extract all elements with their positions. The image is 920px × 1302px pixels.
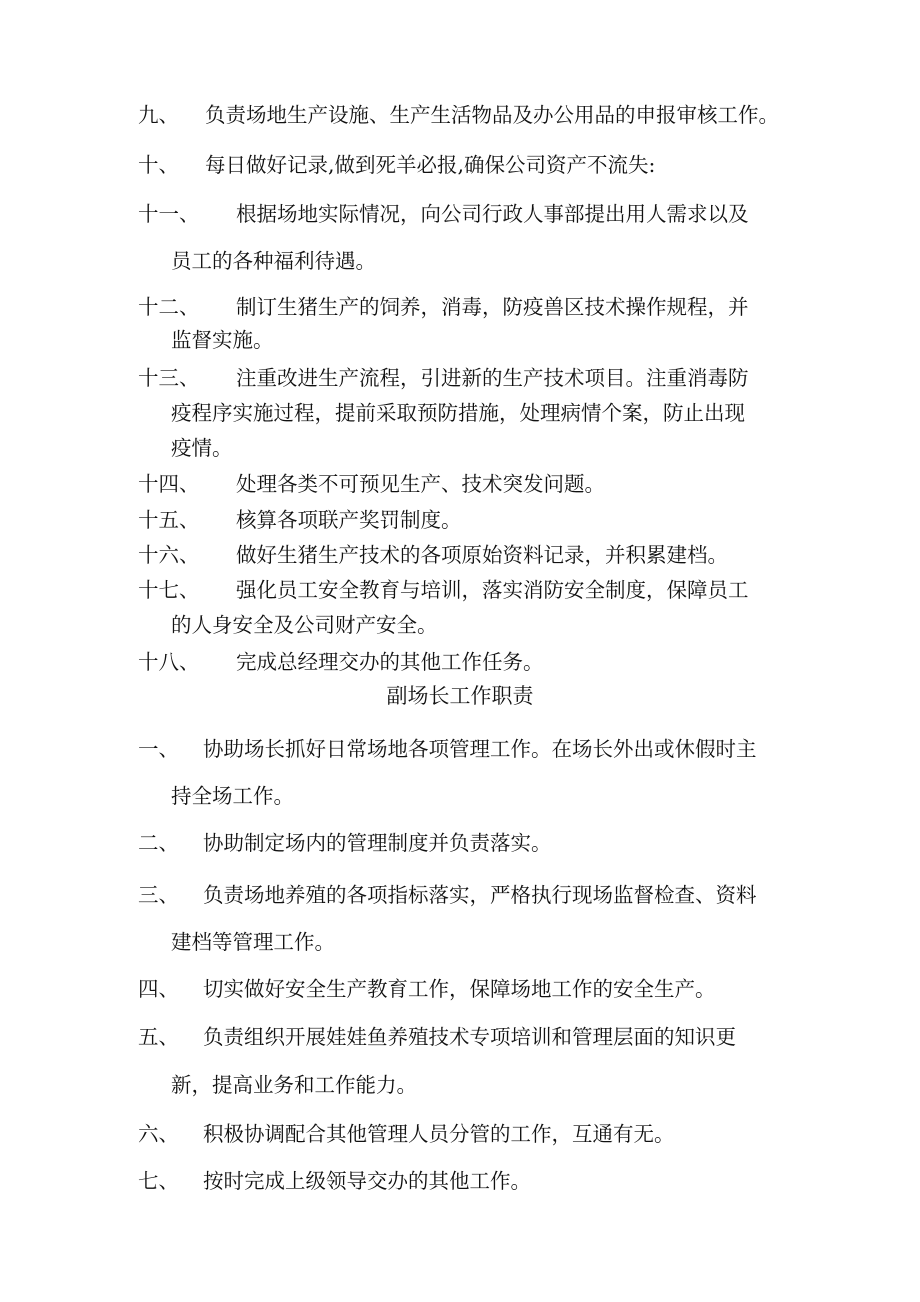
item-number: 十四、 xyxy=(138,472,200,496)
item-number: 三、 xyxy=(138,883,179,907)
item-text-continued: 疫情。 xyxy=(171,436,233,460)
item-number: 十、 xyxy=(138,153,179,177)
item-text: 做好生猪生产技术的各项原始资料记录，并积累建档。 xyxy=(236,543,728,567)
item-number: 十五、 xyxy=(138,508,200,532)
item-text: 负责场地养殖的各项指标落实，严格执行现场监督检查、资料 xyxy=(203,883,757,907)
section-title: 副场长工作职责 xyxy=(386,684,534,708)
item-number: 十二、 xyxy=(138,295,200,319)
item-number: 十三、 xyxy=(138,366,200,390)
item-text: 协助场长抓好日常场地各项管理工作。在场长外出或休假时主 xyxy=(203,737,757,761)
item-number: 五、 xyxy=(138,1025,179,1049)
item-text-continued: 持全场工作。 xyxy=(171,784,294,808)
item-text-continued: 疫程序实施过程，提前采取预防措施，处理病情个案，防止出现 xyxy=(171,401,745,425)
item-text: 负责场地生产设施、生产生活物品及办公用品的申报审核工作。 xyxy=(205,103,779,127)
item-text: 根据场地实际情况，向公司行政人事部提出用人需求以及 xyxy=(236,202,749,226)
item-number: 十七、 xyxy=(138,578,200,602)
item-text: 制订生猪生产的饲养，消毒，防疫兽区技术操作规程，并 xyxy=(236,295,749,319)
item-text-continued: 员工的各种福利待遇。 xyxy=(171,249,376,273)
item-text: 协助制定场内的管理制度并负责落实。 xyxy=(203,831,552,855)
item-text: 按时完成上级领导交办的其他工作。 xyxy=(203,1169,531,1193)
item-text-continued: 的人身安全及公司财产安全。 xyxy=(171,613,438,637)
item-text: 切实做好安全生产教育工作，保障场地工作的安全生产。 xyxy=(203,977,716,1001)
item-number: 九、 xyxy=(138,103,179,127)
item-number: 十一、 xyxy=(138,202,200,226)
item-text: 强化员工安全教育与培训，落实消防安全制度，保障员工 xyxy=(236,578,749,602)
item-text: 积极协调配合其他管理人员分管的工作，互通有无。 xyxy=(203,1122,675,1146)
item-number: 十六、 xyxy=(138,543,200,567)
item-text: 注重改进生产流程，引进新的生产技术项目。注重消毒防 xyxy=(236,366,749,390)
item-text-continued: 新，提高业务和工作能力。 xyxy=(171,1073,417,1097)
item-number: 六、 xyxy=(138,1122,179,1146)
item-number: 一、 xyxy=(138,737,179,761)
item-text-continued: 监督实施。 xyxy=(171,328,274,352)
item-text: 处理各类不可预见生产、技术突发问题。 xyxy=(236,472,605,496)
item-text: 每日做好记录,做到死羊必报,确保公司资产不流失: xyxy=(205,153,656,177)
item-number: 十八、 xyxy=(138,650,200,674)
item-number: 二、 xyxy=(138,831,179,855)
item-text-continued: 建档等管理工作。 xyxy=(171,930,335,954)
item-number: 四、 xyxy=(138,977,179,1001)
item-text: 负责组织开展娃娃鱼养殖技术专项培训和管理层面的知识更 xyxy=(203,1025,736,1049)
item-number: 七、 xyxy=(138,1169,179,1193)
item-text: 核算各项联产奖罚制度。 xyxy=(236,508,462,532)
item-text: 完成总经理交办的其他工作任务。 xyxy=(236,650,544,674)
